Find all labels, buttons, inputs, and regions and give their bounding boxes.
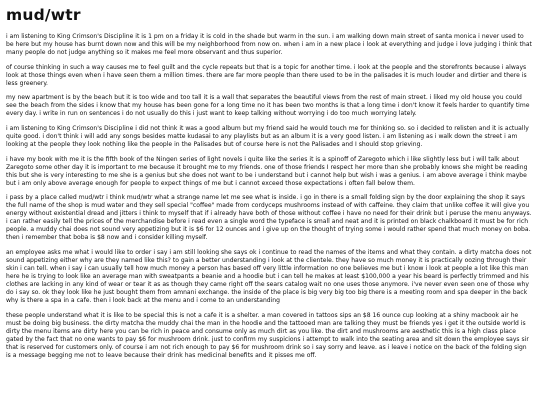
page-title: mud/wtr: [6, 6, 81, 24]
paragraph: of course thinking in such a way causes me to feel guilt and the cycle repeats but that is a topic for another time. i look at the people and the storefronts because i always look at those things even when i have seen them a million times. there are far more people than there used to be in the palisades it is much louder and dirtier and there is less greenery.: [6, 63, 527, 87]
post-body: [6, 33, 533, 360]
paragraph: i am listening to King Crimson's Discipline i did not think it was a good album but my friend said he would touch me for thinking so. so i decided to relisten and it is actually quite good. i don't think i will add any songs besides matte kudasai to any playlists but as an album it is a very good listen. i am listening as i walk down the street i am looking at the people they look nothing like the people in the Palisades but of course here is not the Palisades and I should stop grieving.: [6, 124, 529, 149]
paragraph: i have my book with me it is the fifth book of the Ningen series of light novels i quite like the series it is a spinoff of Zaregoto which i like slightly less but i will talk about Zaregoto some other day it is important to me because it brought me to my friends. one of those friends I respect her more than she probably knows she might be reading this but she is very interesting to me she is a genius but she does not want to be i understand but i cannot help but wish i was a genius. i am above average i think maybe but i am only above average enough for people to expect things of me but i cannot exceed those expectations i often fall below them.: [6, 155, 528, 187]
paragraph: an employee asks me what i would like to order i say i am still looking she says ok i continue to read the names of the items and what they contain. a dirty matcha does not sound appetizing either why are they named like this? to gain a better understanding i look at the clientele. they have so much money it is practically oozing through their skin i can tell. when i say i can usually tell how much money a person has based off very little information no one believes me but i know i look at people a lot like this man here he is trying to look like an average man with sweatpants a beanie and a hoodie but i can tell he makes at least $100,000 a year his beard is perfectly trimmed and his clothes are lacking in any kind of wear or tear it as as though they came right off the sears catalog wait no one uses those anymore. i've never even seen one of those why do i say so. ok they look like he just bought them from amnani exchange. the inside of the place is big very big too big there is a meeting room and spa deeper in the back why is there a spa in a cafe. then i look back at the menu and i come to an understanding: [6, 249, 532, 305]
paragraph: i pass by a place called mud/wtr i think mud/wtr what a strange name let me see what is inside. i go in there is a small folding sign by the door explaining the shop it says the full name of the shop is mud water and they sell special "coffee" made from cordyceps mushrooms instead of with caffeine. they claim that unlike coffee it will give you energy without existential dread and jitters i think to myself that if i already have both of those without coffee i have no need for their drink but i peruse the menu anyways. i can rather easily tell the prices of the merchandise before i read even a single word the typeface is small and neat and it is printed on black chalkboard it must be for rich people. a muddy chai does not sound very appetizing but it is $6 for 12 ounces and i give up on the thought of trying some i would rather spend that much money on boba. then i remember that boba is $8 now and i consider killing myself.: [6, 194, 532, 242]
paragraph: my new apartment is by the beach but it is too wide and too tall it is a wall that separates the beautiful views from the rest of main street. i liked my old house you could see the beach from the sides i know that my house has been gone for a long time no it has been two months is that a long time i don't know it feels harder to quantify time every day. i write in run on sentences i do not usually do this i just want to keep talking without worrying i do too much worrying lately.: [6, 94, 530, 118]
paragraph: these people understand what it is like to be special this is not a cafe it is a shelter. a man covered in tattoos sips an $8 16 ounce cup looking at a shiny macbook air he must be doing big business. the dirty matcha the muddy chai the man in the hoodie and the tattooed man are talking they must be friends yes i get it the outside world is dirty the menu items are dirty here you can be rich in peace and consume only as much dirt as you like. the dirt and mushrooms are aesthetic this is a high class place gated by the fact that no one wants to pay $6 for mushroom drink. just to confirm my suspicions i attempt to walk into the seating area and sit down the employee says sir that is reserved for customers only. of course i am not rich enough to pay $6 for mushroom drink so i say sorry and leave. as i leave i notice on the back of the folding sign is a message begging me not to leave because their drink has medicinal benefits and it pisses me off.: [6, 311, 529, 360]
paragraph: i am listening to King Crimson's Discipline it is 1 pm on a friday it is cold in the shade but warm in the sun. i am walking down main street of santa monica i never used to be here but my house has burnt down now and this will be my neighborhood from now on. when i am in a new place i look at everything and judge i love judging i think that many people do not judge anything so it makes me feel more observant and thus superior.: [6, 33, 532, 57]
